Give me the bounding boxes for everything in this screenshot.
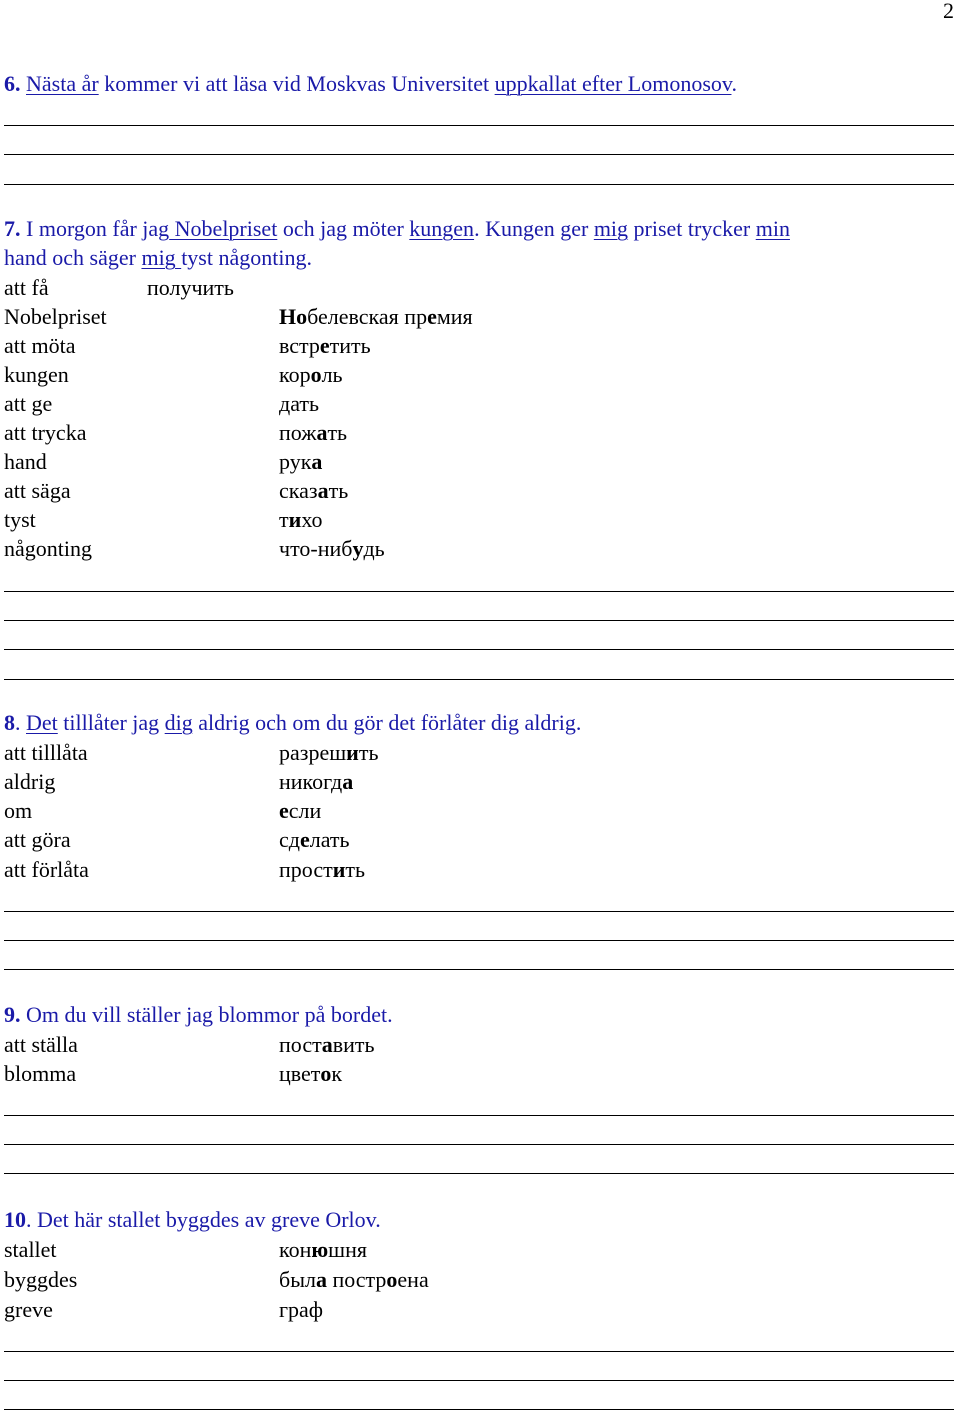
vocab-russian-part: ть xyxy=(345,857,366,882)
vocab-swedish: byggdes xyxy=(4,1267,78,1292)
page-number: 2 xyxy=(943,0,954,23)
vocab-swedish: att ge xyxy=(4,391,53,416)
vocab-russian-part: мия xyxy=(436,304,473,329)
vocab-swedish: om xyxy=(4,798,33,823)
vocab-russian: дать xyxy=(279,391,320,416)
answer-line xyxy=(4,591,954,592)
stressed-letter: а xyxy=(315,1267,327,1292)
ex8-fragment: . xyxy=(15,710,26,735)
vocab-russian xyxy=(279,798,321,824)
stressed-letter: а xyxy=(311,449,323,474)
exercise-7-number: 7. xyxy=(4,216,21,241)
stressed-letter: у xyxy=(352,536,364,561)
answer-line xyxy=(4,184,954,185)
stressed-letter: и xyxy=(346,740,359,765)
vocab-russian-part: ть xyxy=(327,420,348,445)
vocab-swedish: att säga xyxy=(4,478,71,503)
vocab-russian xyxy=(279,304,473,330)
vocab-russian-part: дь xyxy=(363,536,385,561)
stressed-letter: о xyxy=(296,304,308,329)
vocab-russian-part: т xyxy=(279,507,289,532)
answer-line xyxy=(4,154,954,155)
vocab-russian-part: белевская пр xyxy=(307,304,428,329)
vocab-russian-part: постр xyxy=(326,1267,387,1292)
ex7-fragment: mig xyxy=(141,245,182,270)
vocab-swedish: att möta xyxy=(4,333,76,358)
vocab-russian-part: встр xyxy=(279,333,320,358)
stressed-letter: ю xyxy=(311,1237,329,1262)
vocab-russian-part: пож xyxy=(279,420,317,445)
vocab-russian xyxy=(279,1061,342,1087)
vocab-russian xyxy=(279,827,350,853)
ex6-fragment: . xyxy=(731,71,737,96)
vocab-russian xyxy=(279,1267,429,1293)
vocab-swedish: kungen xyxy=(4,362,69,387)
stressed-letter: а xyxy=(321,1032,333,1057)
vocab-russian xyxy=(279,478,348,504)
exercise-10-sentence xyxy=(4,1207,381,1233)
answer-line xyxy=(4,1380,954,1381)
answer-line xyxy=(4,1144,954,1145)
vocab-russian-part: пост xyxy=(279,1032,322,1057)
vocab-russian-part: лать xyxy=(309,827,350,852)
vocab-russian-part: что-ниб xyxy=(279,536,353,561)
vocab-russian xyxy=(279,769,353,795)
vocab-swedish: greve xyxy=(4,1297,53,1322)
ex7-fragment: Nobelpriset xyxy=(169,216,278,241)
exercise-7-sentence-line-2 xyxy=(4,245,312,271)
ex7-fragment: min xyxy=(755,216,790,241)
exercise-10-number: 10 xyxy=(4,1207,26,1232)
exercise-9-sentence xyxy=(4,1002,393,1028)
exercise-8-number: 8 xyxy=(4,710,15,735)
stressed-letter: о xyxy=(386,1267,398,1292)
vocab-swedish: att förlåta xyxy=(4,857,89,882)
ex7-fragment: tyst någonting. xyxy=(181,245,312,270)
answer-line xyxy=(4,649,954,650)
vocab-swedish: blomma xyxy=(4,1061,77,1086)
vocab-russian-part: сд xyxy=(279,827,300,852)
vocab-russian-part: ена xyxy=(397,1267,429,1292)
ex7-fragment: och jag möter xyxy=(277,216,410,241)
ex7-fragment: . Kungen ger xyxy=(474,216,594,241)
stressed-letter: е xyxy=(319,333,330,358)
ex6-fragment: uppkallat efter Lomonosov xyxy=(494,71,732,96)
vocab-russian-part: разреш xyxy=(279,740,347,765)
ex7-fragment: mig xyxy=(593,216,629,241)
vocab-russian-part: был xyxy=(279,1267,316,1292)
stressed-letter: е xyxy=(299,827,310,852)
ex7-fragment: hand och säger xyxy=(4,245,142,270)
ex6-fragment: Nästa år xyxy=(26,71,99,96)
answer-line xyxy=(4,940,954,941)
exercise-6-number: 6. xyxy=(4,71,21,96)
vocab-russian xyxy=(279,333,371,359)
exercise-6-sentence xyxy=(4,71,737,97)
vocab-swedish: att göra xyxy=(4,827,71,852)
answer-line xyxy=(4,969,954,970)
answer-line xyxy=(4,1173,954,1174)
stressed-letter: а xyxy=(342,769,354,794)
stressed-letter: о xyxy=(310,362,322,387)
vocab-swedish: att tilllåta xyxy=(4,740,88,765)
vocab-russian-part: рук xyxy=(279,449,312,474)
vocab-russian xyxy=(279,536,385,562)
ex7-fragment: priset trycker xyxy=(628,216,756,241)
vocab-swedish: stallet xyxy=(4,1237,57,1262)
vocab-swedish: Nobelpriset xyxy=(4,304,107,329)
vocab-swedish: tyst xyxy=(4,507,36,532)
stressed-letter: о xyxy=(320,1061,332,1086)
stressed-letter: е xyxy=(279,798,289,823)
vocab-swedish: att ställa xyxy=(4,1032,78,1057)
vocab-russian-part: кор xyxy=(279,362,311,387)
vocab-swedish: att få xyxy=(4,275,49,300)
answer-line xyxy=(4,125,954,126)
vocab-russian-part: сказ xyxy=(279,478,318,503)
ex10-fragment: . Det här stallet byggdes av greve Orlov. xyxy=(26,1207,381,1232)
ex8-fragment: Det xyxy=(26,710,58,735)
ex8-fragment: tilllåter jag xyxy=(57,710,165,735)
stressed-letter: а xyxy=(317,478,329,503)
exercise-9-number: 9. xyxy=(4,1002,21,1027)
ex8-fragment: dig xyxy=(164,710,193,735)
vocab-russian-part: никогд xyxy=(279,769,343,794)
stressed-letter: е xyxy=(427,304,437,329)
vocab-russian-part: тить xyxy=(329,333,371,358)
vocab-russian-part: цвет xyxy=(279,1061,321,1086)
vocab-russian-part: прост xyxy=(279,857,333,882)
vocab-russian-part: ль xyxy=(321,362,343,387)
ex7-fragment: I morgon får jag xyxy=(20,216,170,241)
vocab-russian: граф xyxy=(279,1297,324,1322)
vocab-swedish: hand xyxy=(4,449,47,474)
ex6-fragment: kommer vi att läsa vid Moskvas Universitet xyxy=(98,71,495,96)
vocab-russian xyxy=(279,740,379,766)
vocab-russian-part: сли xyxy=(288,798,322,823)
ex7-fragment: kungen xyxy=(409,216,475,241)
answer-line xyxy=(4,911,954,912)
vocab-swedish: någonting xyxy=(4,536,92,561)
answer-line xyxy=(4,1409,954,1410)
vocab-russian xyxy=(279,1032,375,1058)
stressed-letter: Н xyxy=(279,304,297,329)
vocab-russian-part: к xyxy=(331,1061,343,1086)
vocab-russian-part: хо xyxy=(301,507,323,532)
answer-line xyxy=(4,1351,954,1352)
ex9-fragment: Om du vill ställer jag blommor på bordet. xyxy=(20,1002,393,1027)
vocab-swedish: att trycka xyxy=(4,420,87,445)
vocab-russian-part: шня xyxy=(328,1237,368,1262)
vocab-russian xyxy=(279,362,343,388)
vocab-swedish: aldrig xyxy=(4,769,56,794)
vocab-russian xyxy=(279,857,365,883)
answer-line xyxy=(4,620,954,621)
vocab-russian-part: кон xyxy=(279,1237,312,1262)
stressed-letter: а xyxy=(316,420,328,445)
vocab-russian xyxy=(279,1237,367,1263)
vocab-russian-part: ть xyxy=(328,478,349,503)
exercise-7-sentence-line-1 xyxy=(4,216,790,242)
vocab-russian: получить xyxy=(147,275,234,300)
vocab-russian xyxy=(279,449,322,475)
vocab-russian-part: вить xyxy=(332,1032,375,1057)
vocab-russian xyxy=(279,420,347,446)
vocab-russian-part: ть xyxy=(358,740,379,765)
stressed-letter: и xyxy=(332,857,346,882)
stressed-letter: и xyxy=(288,507,302,532)
answer-line xyxy=(4,1115,954,1116)
exercise-8-sentence xyxy=(4,710,581,736)
ex8-fragment: aldrig och om du gör det förlåter dig aldrig. xyxy=(192,710,582,735)
answer-line xyxy=(4,679,954,680)
vocab-russian xyxy=(279,507,322,533)
